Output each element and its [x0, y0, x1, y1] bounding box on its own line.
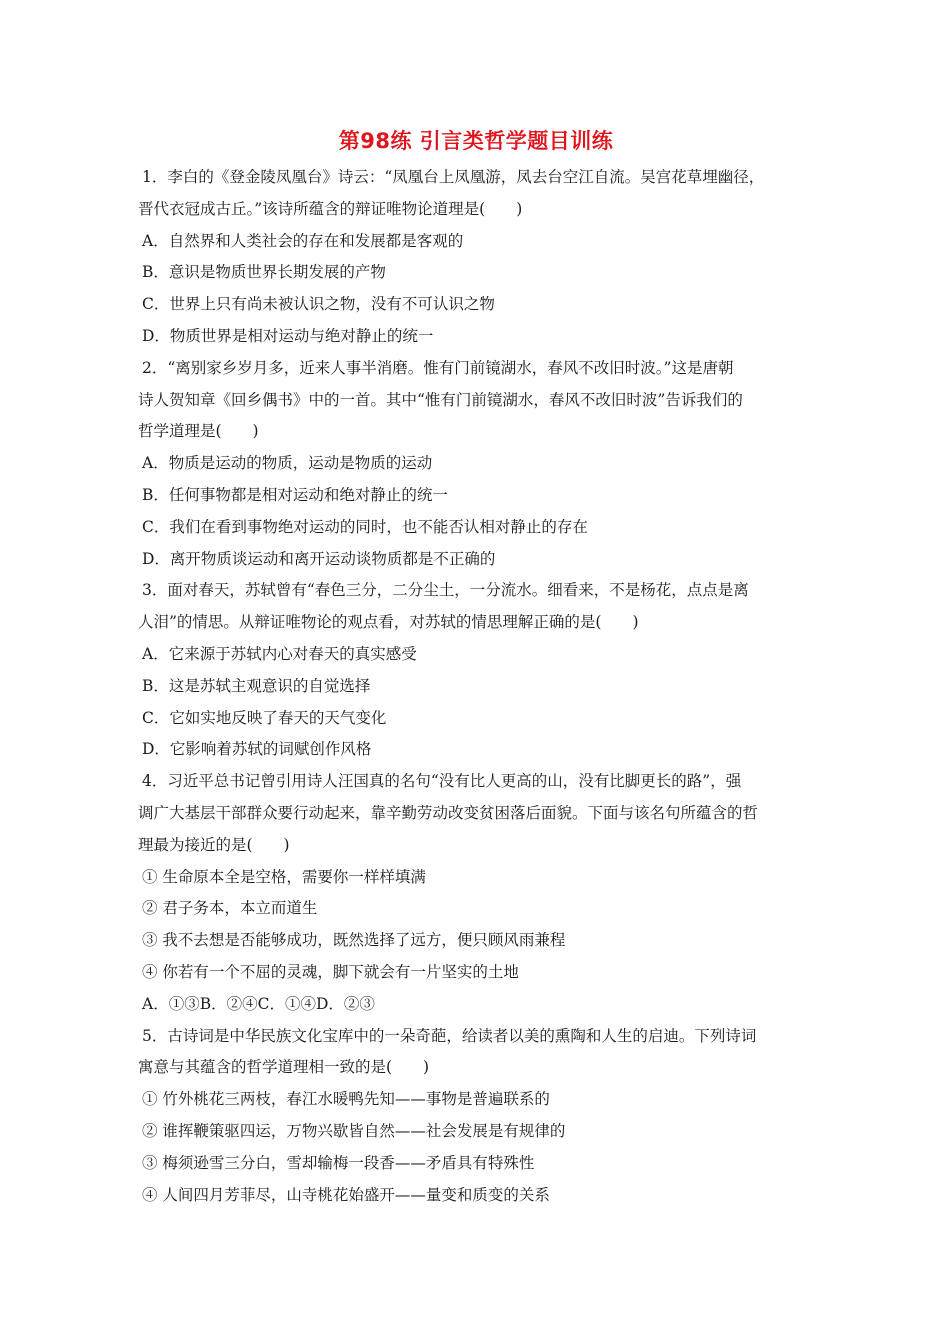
text-line: 3．面对春天，苏轼曾有“春色三分，二分尘土，一分流水。细看来，不是杨花，点点是离	[142, 581, 749, 600]
text-line: B．这是苏轼主观意识的自觉选择	[142, 676, 371, 695]
text-line: 人泪”的情思。从辩证唯物论的观点看，对苏轼的情思理解正确的是( )	[138, 613, 639, 632]
text-line: A．物质是运动的物质，运动是物质的运动	[142, 454, 433, 473]
page-title: 第98练 引言类哲学题目训练	[338, 129, 614, 153]
text-line: A．自然界和人类社会的存在和发展都是客观的	[142, 231, 464, 250]
text-line: ④ 你若有一个不屈的灵魂，脚下就会有一片坚实的土地	[142, 962, 519, 981]
text-line: C．世界上只有尚未被认识之物，没有不可认识之物	[142, 295, 495, 314]
text-line: 寓意与其蕴含的哲学道理相一致的是( )	[138, 1058, 430, 1077]
text-line: A．它来源于苏轼内心对春天的真实感受	[142, 644, 417, 663]
text-line: 2．“离别家乡岁月多，近来人事半消磨。惟有门前镜湖水，春风不改旧时波。”这是唐朝	[142, 358, 734, 377]
text-line: ④ 人间四月芳菲尽，山寺桃花始盛开——量变和质变的关系	[142, 1185, 550, 1204]
document-page	[138, 124, 814, 1211]
text-line: B．任何事物都是相对运动和绝对静止的统一	[142, 485, 448, 504]
text-line: 哲学道理是( )	[138, 422, 259, 441]
text-line: C．它如实地反映了春天的天气变化	[142, 708, 387, 727]
text-line: A．①③B．②④C．①④D．②③	[142, 994, 375, 1013]
text-line: ① 生命原本全是空格，需要你一样样填满	[142, 867, 426, 886]
text-line: 晋代衣冠成古丘。”该诗所蕴含的辩证唯物论道理是( )	[138, 199, 523, 218]
text-line: ② 君子务本，本立而道生	[142, 899, 318, 918]
text-line: D．它影响着苏轼的词赋创作风格	[142, 740, 372, 759]
document-body	[138, 162, 814, 1211]
text-line: 理最为接近的是( )	[138, 835, 290, 854]
text-line: D．物质世界是相对运动与绝对静止的统一	[142, 326, 434, 345]
text-line: D．离开物质谈运动和离开运动谈物质都是不正确的	[142, 549, 496, 568]
text-line: 诗人贺知章《回乡偶书》中的一首。其中“惟有门前镜湖水，春风不改旧时波”告诉我们的	[138, 390, 743, 409]
text-line: B．意识是物质世界长期发展的产物	[142, 263, 386, 282]
text-line: ③ 梅须逊雪三分白，雪却输梅一段香——矛盾具有特殊性	[142, 1153, 535, 1172]
text-line: ③ 我不去想是否能够成功，既然选择了远方，便只顾风雨兼程	[142, 931, 566, 950]
text-line: C．我们在看到事物绝对运动的同时，也不能否认相对静止的存在	[142, 517, 588, 536]
text-line: ② 谁挥鞭策驱四运，万物兴歇皆自然——社会发展是有规律的	[142, 1121, 566, 1140]
text-line: 4．习近平总书记曾引用诗人汪国真的名句“没有比人更高的山，没有比脚更长的路”，强	[142, 772, 742, 791]
text-line: 1．李白的《登金陵凤凰台》诗云：“凤凰台上凤凰游，凤去台空江自流。吴宫花草埋幽径，	[142, 168, 765, 186]
text-line: 调广大基层干部群众要行动起来，靠辛勤劳动改变贫困落后面貌。下面与该名句所蕴含的哲	[138, 803, 759, 822]
text-line: 5．古诗词是中华民族文化宝库中的一朵奇葩，给读者以美的熏陶和人生的启迪。下列诗词	[142, 1026, 757, 1045]
text-line: ① 竹外桃花三两枝，春江水暖鸭先知——事物是普遍联系的	[142, 1090, 550, 1109]
